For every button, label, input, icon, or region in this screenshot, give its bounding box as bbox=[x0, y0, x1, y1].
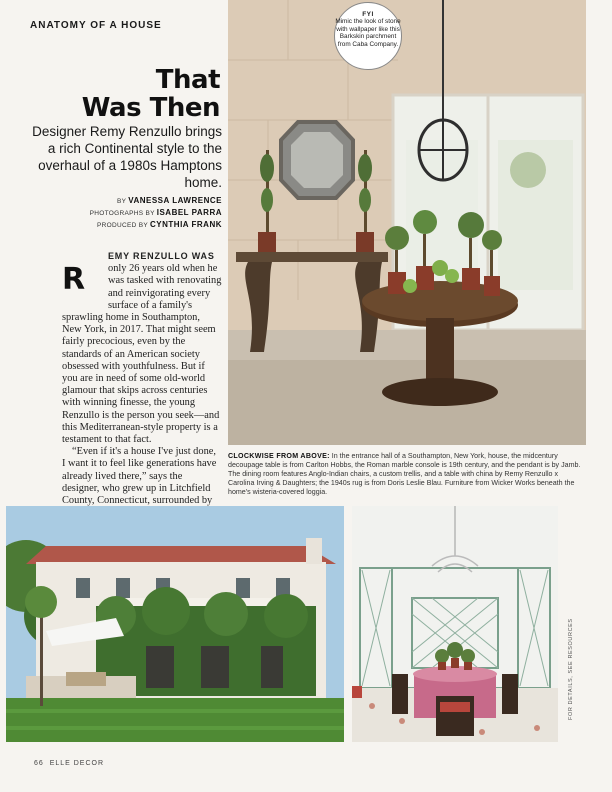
entrance-hall-illustration bbox=[228, 0, 586, 445]
dropcap: R bbox=[62, 262, 86, 297]
house-exterior-illustration bbox=[6, 506, 344, 742]
byline bbox=[40, 195, 222, 207]
section-label: ANATOMY OF A HOUSE bbox=[30, 20, 162, 31]
producer-credit-prefix: PRODUCED BY bbox=[97, 222, 148, 229]
fyi-callout bbox=[334, 2, 402, 70]
folio bbox=[34, 760, 104, 767]
caption-text: In the entrance hall of a Southampton, New York, house, the midcentury decoupage table is from Carlton Hobbs, the Roman marble console is 19th century, and the pendant is by Jamb. The dining room features Anglo-Indian chairs, a custom trellis, and a table with china by Remy Renzullo x Carolina Irving & Daughters; the 1940s rug is from Doris Leslie Blau. Furniture from Wicker Works beneath the home's wisteria-covered loggia. bbox=[228, 452, 581, 496]
photo-caption bbox=[228, 452, 586, 497]
dining-room-illustration bbox=[352, 506, 558, 742]
dining-room-photo bbox=[352, 506, 558, 742]
dek: Designer Remy Renzullo brings a rich Continental style to the overhaul of a 1980s Hamptons home. bbox=[32, 124, 222, 190]
byline-credits bbox=[40, 195, 222, 231]
article-body bbox=[62, 250, 222, 519]
producer-name: CYNTHIA FRANK bbox=[150, 220, 222, 229]
caption-lead: CLOCKWISE FROM ABOVE: bbox=[228, 452, 330, 460]
house-exterior-photo bbox=[6, 506, 344, 742]
fyi-label: FYI bbox=[362, 11, 374, 18]
paragraph-2-text: “Even if it's a house I've just done, I want it to feel like generations have already lived there,” says the designer, who grew up in Litchfield County, Connecticut, surrounded by bbox=[62, 446, 217, 507]
producer-credit bbox=[40, 219, 222, 231]
headline-line-1: That bbox=[155, 65, 220, 95]
author-name: VANESSA LAWRENCE bbox=[128, 196, 222, 205]
photo-credit bbox=[40, 207, 222, 219]
byline-prefix: BY bbox=[116, 198, 127, 205]
entrance-hall-photo bbox=[228, 0, 586, 445]
magazine-name: ELLE DECOR bbox=[49, 760, 105, 767]
lead-in-caps: EMY RENZULLO WAS bbox=[108, 251, 215, 261]
headline bbox=[30, 66, 220, 122]
body-paragraph-1-lead bbox=[62, 250, 222, 312]
body-paragraph-1: sprawling home in Southampton, New York, in 2017. That might seem fairly precocious, even by the standards of an American society obsessed with youthfulness. But if you are in need of some old-world glamour that skips across centuries with winning finesse, the young Renzullo is the person you seek—and this Mediterranean-style property is a testament to that fact. bbox=[62, 312, 220, 446]
side-note: FOR DETAILS, SEE RESOURCES bbox=[568, 618, 574, 720]
photographer-name: ISABEL PARRA bbox=[156, 208, 222, 217]
page-number: 66 bbox=[34, 760, 44, 767]
headline-line-2: Was Then bbox=[81, 93, 220, 123]
lead-text: only 26 years old when he was tasked with renovating and reinvigorating every surface of a family's bbox=[108, 263, 222, 311]
photo-credit-prefix: PHOTOGRAPHS BY bbox=[89, 210, 155, 217]
fyi-text: Mimic the look of stone with wallpaper like this Barkskin parchment from Caba Company. bbox=[335, 18, 401, 48]
